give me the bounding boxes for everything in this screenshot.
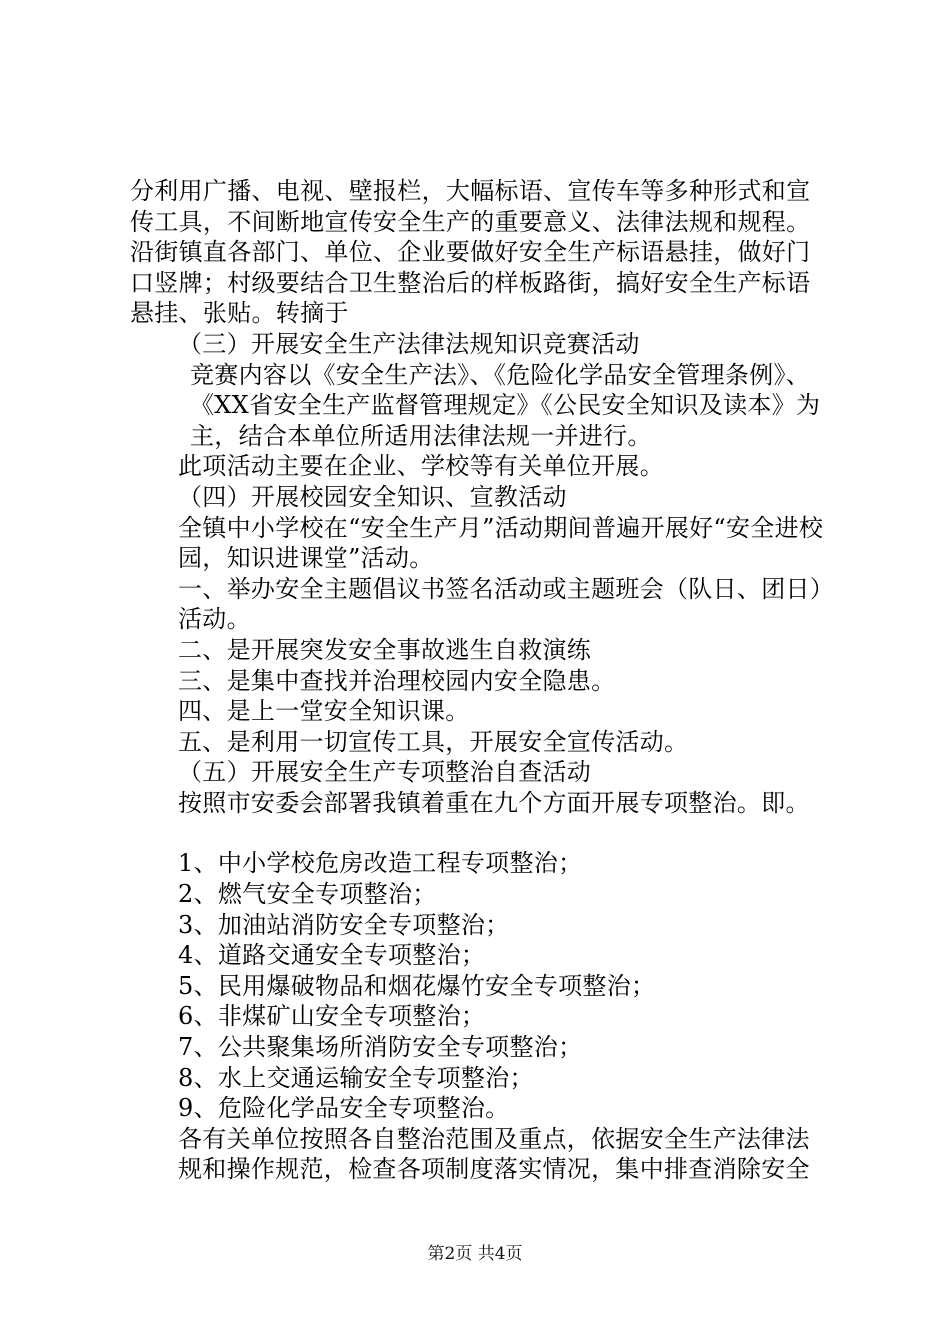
- list-item: 2、燃气安全专项整治；: [178, 880, 437, 909]
- list-item: 3、加油站消防安全专项整治；: [178, 910, 510, 939]
- list-item: 二、是开展突发安全事故逃生自救演练: [178, 635, 592, 664]
- list-item: 4、道路交通安全专项整治；: [178, 941, 486, 970]
- body-paragraph: 竞赛内容以《安全生产法》、《危险化学品安全管理条例》、《XX省安全生产监督管理规定》《公民安全知识及读本》为主，结合本单位所适用法律法规一并进行。: [190, 360, 821, 450]
- list-item: 一、举办安全主题倡议书签名活动或主题班会（队日、团日）活动。: [178, 574, 823, 634]
- list-item: 三、是集中查找并治理校园内安全隐患。: [178, 666, 616, 695]
- list-item: 9、危险化学品安全专项整治。: [178, 1094, 510, 1123]
- body-paragraph: 此项活动主要在企业、学校等有关单位开展。: [178, 452, 664, 481]
- list-item: 6、非煤矿山安全专项整治；: [178, 1002, 486, 1031]
- page-number-footer: 第2页 共4页: [427, 1244, 523, 1264]
- blank-line: [130, 818, 830, 848]
- body-paragraph: 全镇中小学校在“安全生产月”活动期间普遍开展好“安全进校园，知识进课堂”活动。: [178, 513, 824, 573]
- list-item: 1、中小学校危房改造工程专项整治；: [178, 849, 583, 878]
- list-item: 7、公共聚集场所消防安全专项整治；: [178, 1033, 583, 1062]
- body-paragraph: 分利用广播、电视、壁报栏，大幅标语、宣传车等多种形式和宣传工具，不间断地宣传安全生产的重要意义、法律法规和规程。沿街镇直各部门、单位、企业要做好安全生产标语悬挂，做好门口竖牌；村级要结合卫生整治后的样板路街，搞好安全生产标语悬挂、张贴。转摘于: [130, 177, 811, 328]
- list-item: 四、是上一堂安全知识课。: [178, 697, 470, 726]
- body-paragraph: 按照市安委会部署我镇着重在九个方面开展专项整治。即。: [178, 788, 810, 817]
- section-heading-3: （三）开展安全生产法律法规知识竞赛活动: [178, 329, 640, 358]
- document-body: [130, 176, 830, 1185]
- list-item: 8、水上交通运输安全专项整治；: [178, 1063, 534, 1092]
- body-paragraph: 各有关单位按照各自整治范围及重点，依据安全生产法律法规和操作规范，检查各项制度落实情况，集中排查消除安全: [178, 1124, 810, 1184]
- list-item: 5、民用爆破物品和烟花爆竹安全专项整治；: [178, 971, 656, 1000]
- section-heading-5: （五）开展安全生产专项整治自查活动: [178, 758, 592, 787]
- section-heading-4: （四）开展校园安全知识、宣教活动: [178, 482, 567, 511]
- list-item: 五、是利用一切宣传工具，开展安全宣传活动。: [178, 727, 689, 756]
